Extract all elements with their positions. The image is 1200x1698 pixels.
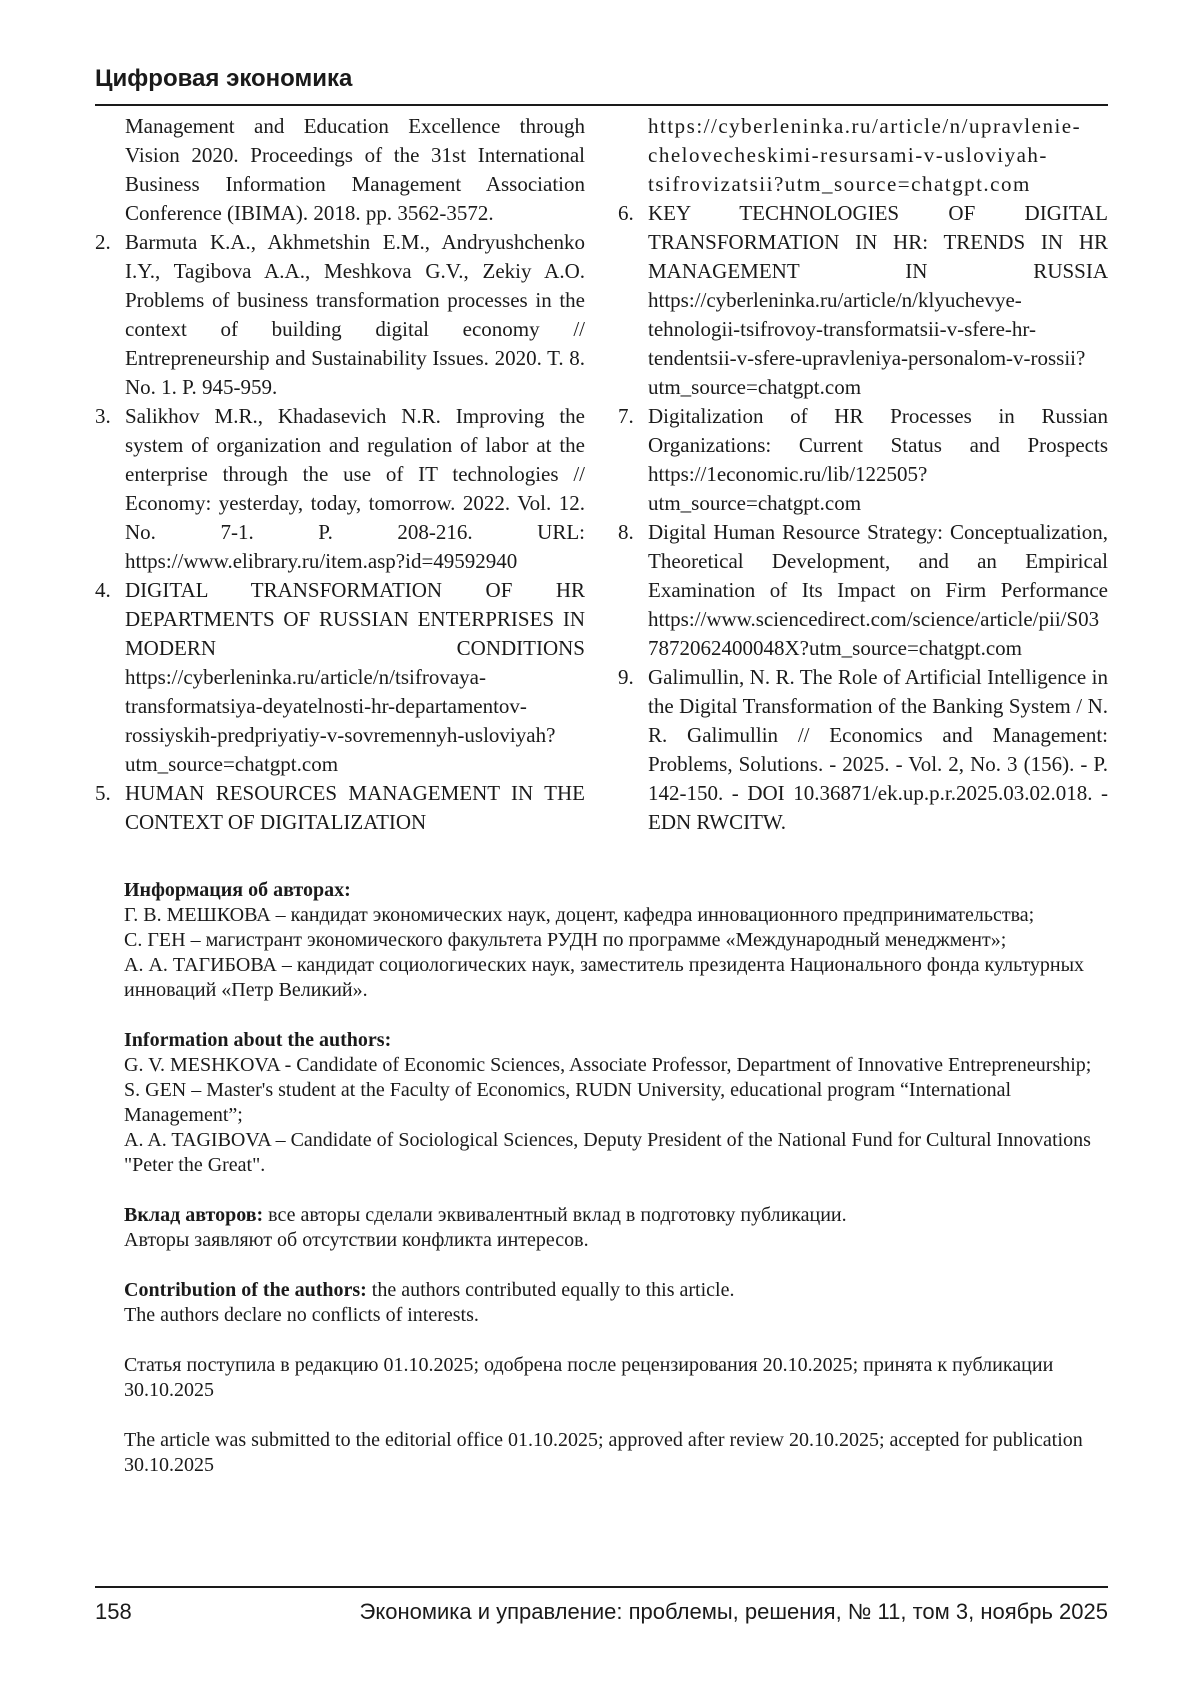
article-info xyxy=(124,878,1114,1503)
reference-text: DIGITAL TRANSFORMATION OF HR DEPARTMENTS OF RUSSIAN ENTERPRISES IN MODERN CONDITIONS https://cyberleninka.ru/article/n/tsifrovaya-transformatsiya-deyatelnosti-hr-departamentov-rossiyskih-predpriyatiy-v-sovremennyh-usloviyah?utm_source=chatgpt.com xyxy=(125,578,585,776)
reference-item xyxy=(95,402,585,576)
journal-section-title: Цифровая экономика xyxy=(95,65,353,92)
reference-item xyxy=(95,228,585,402)
author-line: С. ГЕН – магистрант экономического факультета РУДН по программе «Международный менеджмент»; xyxy=(124,929,1007,951)
reference-number: 4. xyxy=(95,578,111,602)
reference-item xyxy=(95,779,585,837)
page-number: 158 xyxy=(95,1599,132,1624)
reference-item xyxy=(618,663,1108,837)
contribution-line-en xyxy=(124,1278,1114,1303)
journal-citation: Экономика и управление: проблемы, решения, № 11, том 3, ноябрь 2025 xyxy=(359,1599,1108,1624)
references-left-column xyxy=(95,112,585,837)
reference-text: Digitalization of HR Processes in Russian Organizations: Current Status and Prospects https://1economic.ru/lib/122505?utm_source=chatgpt.com xyxy=(648,404,1108,515)
author-line: G. V. MESHKOVA - Candidate of Economic Sciences, Associate Professor, Department of Innovative Entrepreneurship; xyxy=(124,1054,1092,1076)
reference-number: 5. xyxy=(95,781,111,805)
authors-info-ru xyxy=(124,878,1114,1003)
reference-number: 2. xyxy=(95,230,111,254)
authors-heading-ru: Информация об авторах: xyxy=(124,879,351,901)
dates-ru xyxy=(124,1353,1114,1403)
reference-number: 7. xyxy=(618,404,634,428)
reference-item xyxy=(618,199,1108,402)
reference-text: Management and Education Excellence through Vision 2020. Proceedings of the 31st International Business Information Management Association Conference (IBIMA). 2018. pp. 3562-3572. xyxy=(125,114,585,225)
reference-text: KEY TECHNOLOGIES OF DIGITAL TRANSFORMATION IN HR: TRENDS IN HR MANAGEMENT IN RUSSIA https://cyberleninka.ru/article/n/klyuchevye-tehnologii-tsifrovoy-transformatsii-v-sfere-hr-tendentsii-v-sfere-upravleniya-personalom-v-rossii?utm_source=chatgpt.com xyxy=(648,201,1108,399)
dates-en xyxy=(124,1428,1114,1478)
author-line: А. А. ТАГИБОВА – кандидат социологических наук, заместитель президента Национального фонда культурных инноваций «Петр Великий». xyxy=(124,954,1085,1001)
reference-number: 9. xyxy=(618,665,634,689)
running-header xyxy=(95,64,1108,106)
references-right-column xyxy=(618,112,1108,837)
author-line: S. GEN – Master's student at the Faculty of Economics, RUDN University, educational program “International Management”; xyxy=(124,1079,1012,1126)
contribution-text-ru: все авторы сделали эквивалентный вклад в подготовку публикации. xyxy=(263,1204,847,1226)
reference-number: 8. xyxy=(618,520,634,544)
contribution-ru xyxy=(124,1203,1114,1253)
reference-item xyxy=(618,112,1108,199)
running-footer xyxy=(95,1586,1108,1626)
reference-text: Galimullin, N. R. The Role of Artificial Intelligence in the Digital Transformation of the Banking System / N. R. Galimullin // Economics and Management: Problems, Solutions. - 2025. - Vol. 2, No. 3 (156). - P. 142-150. - DOI 10.36871/ek.up.p.r.2025.03.02.018. - EDN RWCITW. xyxy=(648,665,1108,834)
reference-text: https://cyberleninka.ru/article/n/upravlenie-chelovecheskimi-resursami-v-usloviyah-tsifrovizatsii?utm_source=chatgpt.com xyxy=(648,114,1082,196)
contribution-line-ru xyxy=(124,1203,1114,1228)
reference-item xyxy=(95,112,585,228)
conflict-statement-en: The authors declare no conflicts of interests. xyxy=(124,1304,479,1326)
reference-text: Salikhov M.R., Khadasevich N.R. Improving the system of organization and regulation of labor at the enterprise through the use of IT technologies // Economy: yesterday, today, tomorrow. 2022. Vol. 12. No. 7-1. P. 208-216. URL: https://www.elibrary.ru/item.asp?id=49592940 xyxy=(125,404,585,573)
contribution-label-en: Contribution of the authors: xyxy=(124,1279,367,1301)
reference-list-right xyxy=(618,112,1108,837)
author-line: A. A. TAGIBOVA – Candidate of Sociological Sciences, Deputy President of the National Fund for Cultural Innovations "Peter the Great". xyxy=(124,1129,1091,1176)
reference-text: Barmuta K.A., Akhmetshin E.M., Andryushchenko I.Y., Tagibova A.A., Meshkova G.V., Zekiy A.O. Problems of business transformation processes in the context of building digital economy // Entrepreneurship and Sustainability Issues. 2020. T. 8. No. 1. P. 945-959. xyxy=(125,230,585,399)
reference-list-left xyxy=(95,112,585,837)
reference-number: 3. xyxy=(95,404,111,428)
reference-item xyxy=(618,518,1108,663)
reference-number: 6. xyxy=(618,201,634,225)
submission-dates-en: The article was submitted to the editorial office 01.10.2025; approved after review 20.10.2025; accepted for publication 30.10.2025 xyxy=(124,1429,1083,1476)
reference-item xyxy=(95,576,585,779)
author-line: Г. В. МЕШКОВА – кандидат экономических наук, доцент, кафедра инновационного предпринимательства; xyxy=(124,904,1035,926)
contribution-label-ru: Вклад авторов: xyxy=(124,1204,264,1226)
contribution-en xyxy=(124,1278,1114,1328)
contribution-text-en: the authors contributed equally to this article. xyxy=(366,1279,735,1301)
conflict-statement-ru: Авторы заявляют об отсутствии конфликта интересов. xyxy=(124,1229,589,1251)
submission-dates-ru: Статья поступила в редакцию 01.10.2025; одобрена после рецензирования 20.10.2025; принята к публикации 30.10.2025 xyxy=(124,1354,1054,1401)
authors-info-en xyxy=(124,1028,1114,1178)
reference-text: HUMAN RESOURCES MANAGEMENT IN THE CONTEXT OF DIGITALIZATION xyxy=(125,781,585,834)
reference-item xyxy=(618,402,1108,518)
authors-heading-en: Information about the authors: xyxy=(124,1029,392,1051)
reference-text: Digital Human Resource Strategy: Conceptualization, Theoretical Development, and an Empirical Examination of Its Impact on Firm Performance https://www.sciencedirect.com/science/article/pii/S037872062400048X?utm_source=chatgpt.com xyxy=(648,520,1108,660)
references xyxy=(95,112,1108,837)
